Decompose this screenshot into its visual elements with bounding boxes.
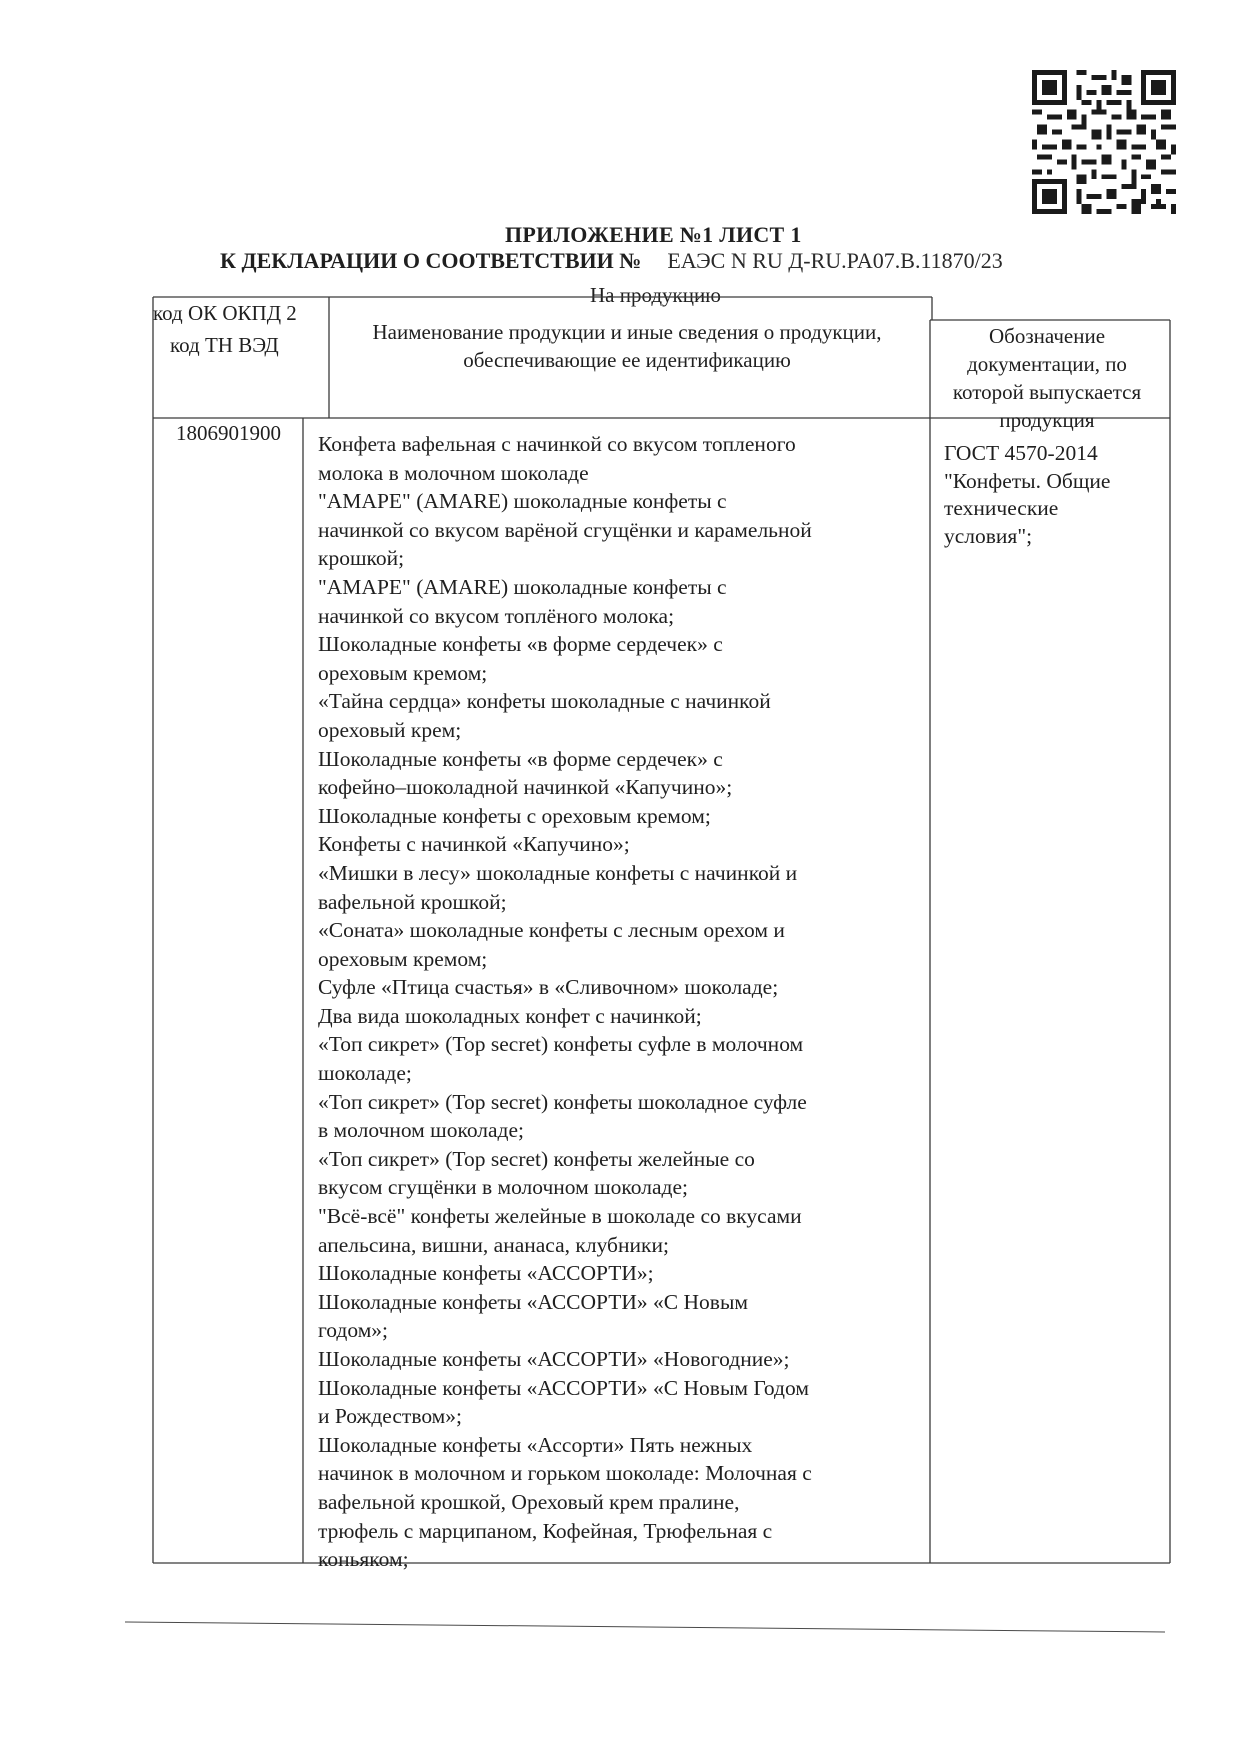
product-line: Конфеты с начинкой «Капучино»; <box>318 832 630 857</box>
product-line: крошкой; <box>318 546 405 571</box>
product-line: вафельной крошкой, Ореховый крем пралине, <box>318 1489 740 1514</box>
product-list <box>318 430 918 1574</box>
product-line: и Рождеством»; <box>318 1404 463 1429</box>
product-line: Шоколадные конфеты с ореховым кремом; <box>318 803 711 828</box>
product-line: кофейно–шоколадной начинкой «Капучино»; <box>318 775 733 800</box>
header-documentation: Обозначение документации, по которой выпускается продукция <box>952 324 1142 432</box>
header-okpd-code: код ОК ОКПД 2 <box>153 301 297 325</box>
product-line: годом»; <box>318 1318 389 1343</box>
product-line: коньяком; <box>318 1547 409 1572</box>
product-line: трюфель с марципаном, Кофейная, Трюфельная с <box>318 1518 773 1543</box>
product-line: Шоколадные конфеты «АССОРТИ» «Новогодние»; <box>318 1347 790 1371</box>
product-line: ореховым кремом; <box>318 946 488 971</box>
standard-line: "Конфеты. Общие <box>944 468 1111 493</box>
product-line: Шоколадные конфеты «в форме сердечек» с <box>318 746 723 771</box>
product-line: «Соната» шоколадные конфеты с лесным орехом и <box>318 918 785 943</box>
product-line: апельсина, вишни, ананаса, клубники; <box>318 1232 669 1257</box>
standard-line: условия"; <box>944 523 1033 548</box>
product-line: начинкой со вкусом топлёного молока; <box>318 603 675 628</box>
appendix-title: ПРИЛОЖЕНИЕ №1 ЛИСТ 1 <box>505 222 802 247</box>
product-line: Шоколадные конфеты «АССОРТИ»; <box>318 1261 654 1286</box>
product-line: вафельной крошкой; <box>318 889 507 914</box>
product-line: «Топ сикрет» (Top secret) конфеты желейные со <box>318 1146 755 1171</box>
standard-line: технические <box>944 496 1059 520</box>
declaration-title-text: К ДЕКЛАРАЦИИ О СООТВЕТСТВИИ № <box>220 248 642 273</box>
product-line: Суфле «Птица счастья» в «Сливочном» шоколаде; <box>318 975 779 1000</box>
product-line: ореховым кремом; <box>318 660 488 685</box>
product-line: Два вида шоколадных конфет с начинкой; <box>318 1003 702 1028</box>
product-line: «Тайна сердца» конфеты шоколадные с начинкой <box>318 689 771 714</box>
product-line: вкусом сгущёнки в молочном шоколаде; <box>318 1175 688 1200</box>
product-line: шоколаде; <box>318 1061 412 1086</box>
header-product-name: Наименование продукции и иные сведения о продукции, обеспечивающие ее идентификацию <box>372 320 882 372</box>
product-line: ореховый крем; <box>318 717 462 742</box>
product-line: "АМАРЕ" (AMARE) шоколадные конфеты с <box>318 489 727 514</box>
product-line: "АМАРЕ" (AMARE) шоколадные конфеты с <box>318 574 727 599</box>
standard-line: ГОСТ 4570-2014 <box>944 441 1098 465</box>
product-line: Шоколадные конфеты «Ассорти» Пять нежных <box>318 1432 753 1457</box>
standard-reference <box>944 440 1174 550</box>
product-line: Шоколадные конфеты «в форме сердечек» с <box>318 632 723 657</box>
header-tnved-code: код ТН ВЭД <box>170 333 279 357</box>
product-line: молока в молочном шоколаде <box>318 460 589 485</box>
product-line: начинкой со вкусом варёной сгущёнки и карамельной <box>318 517 812 542</box>
declaration-number: ЕАЭС N RU Д-RU.PA07.B.11870/23 <box>667 248 1003 273</box>
product-line: "Всё-всё" конфеты желейные в шоколаде со вкусами <box>318 1204 802 1229</box>
product-line: «Топ сикрет» (Top secret) конфеты суфле в молочном <box>318 1032 804 1057</box>
product-line: «Топ сикрет» (Top secret) конфеты шоколадное суфле <box>318 1089 807 1114</box>
product-line: Конфета вафельная с начинкой со вкусом топленого <box>318 432 796 456</box>
product-line: в молочном шоколаде; <box>318 1118 525 1143</box>
product-line: Шоколадные конфеты «АССОРТИ» «С Новым <box>318 1289 748 1314</box>
product-line: Шоколадные конфеты «АССОРТИ» «С Новым Годом <box>318 1375 809 1400</box>
tnved-code: 1806901900 <box>176 421 281 445</box>
subtitle: На продукцию <box>590 283 721 307</box>
product-line: начинок в молочном и горьком шоколаде: Молочная с <box>318 1461 812 1486</box>
product-line: «Мишки в лесу» шоколадные конфеты с начинкой и <box>318 860 798 885</box>
